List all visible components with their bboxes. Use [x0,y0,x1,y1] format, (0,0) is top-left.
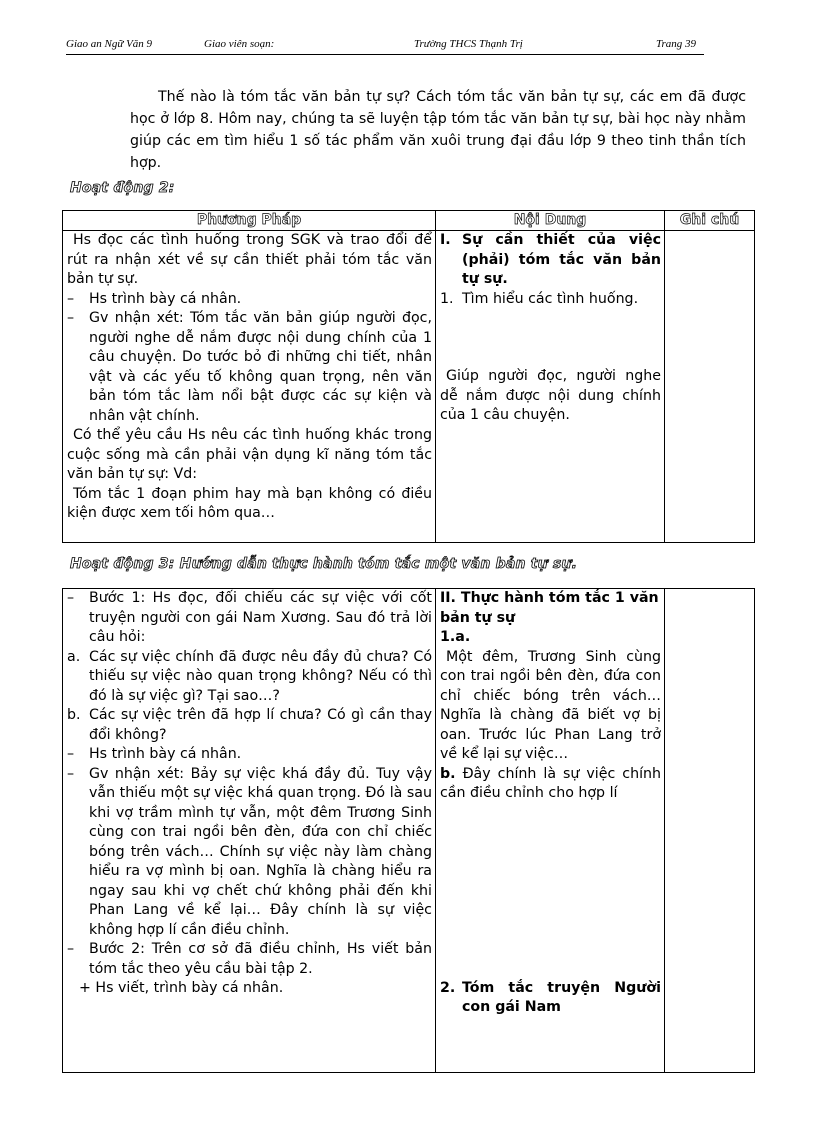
list-item: – Gv nhận xét: Tóm tắc văn bản giúp người đọc, người nghe dễ nắm được nội dung chính của 1 câu chuyện. Do tước bỏ đi những chi tiết, nhân vật và các yếu tố không quan trọng, nên văn bản tóm tắc làm nổi bật được các sự kiện và nhân vật chính. [67,310,432,424]
header-subject: Giao an Ngữ Văn 9 [66,38,153,50]
list-item: – Hs trình bày cá nhân. [67,746,242,762]
header-school: Trường THCS Thạnh Trị [414,38,523,50]
header-page: Trang 39 [656,38,697,50]
list-item: b. Các sự việc trên đã hợp lí chưa? Có gì cần thay đổi không? [67,707,432,743]
method-plus-item: + Hs viết, trình bày cá nhân. [79,980,284,996]
item-label-b: b. [440,765,456,782]
activity2-method-cell [63,231,436,543]
activity2-table [62,210,755,543]
page-header [66,38,704,54]
activity2-content-cell [436,231,665,543]
method-paragraph: Có thể yêu cầu Hs nêu các tình huống khác trong cuộc sống mà cần phải vận dụng kĩ năng tóm tắc văn bản tự sự: Vd: [67,427,432,482]
content-1a: Một đêm, Trương Sinh cùng con trai ngồi bên đèn, đứa con chỉ chiếc bóng trên vách… Nghĩa là chàng đã biết vợ bị oan. Trước lúc Phan Lang trở về kể lại sự việc… [440,648,661,762]
list-item: 2. Tóm tắc truyện Người con gái Nam [440,979,661,1015]
header-teacher: Giao viên soạn: [204,38,275,50]
activity3-heading: Hoạt động 3: Hướng dẫn thực hành tóm tắc một văn bản tự sự. [70,556,578,572]
header-rule [66,54,704,55]
activity3-content-cell [436,589,665,1073]
item-label-1a: 1.a. [440,629,471,645]
list-item: – Gv nhận xét: Bảy sự việc khá đầy đủ. Tuy vậy vẫn thiếu một sự việc khá quan trọng. Đó là sau khi vợ trầm mình tự vẫn, một đêm Trương Sinh cùng con trai ngồi bên đèn, đứa con chỉ chiếc bóng trên vách… Chính sự việc này làm chàng hiểu ra vợ mình bị oan. Nghĩa là chàng hiểu ra ngay sau khi vợ chết chứ không phải đến khi Phan Lang về kể lại… Đây chính là sự việc không hợp lí cần điều chỉnh. [67,765,432,938]
section-heading-1: I. Sự cần thiết của việc (phải) tóm tắc văn bản tự sự. [440,232,661,287]
content-b: Đây chính là sự việc chính cần điều chỉnh cho hợp lí [440,765,661,801]
column-notes: Ghi chú [665,211,755,231]
activity2-heading: Hoạt động 2: [70,180,175,196]
column-content: Nội Dung [436,211,665,231]
intro-paragraph: Thế nào là tóm tắc văn bản tự sự? Cách tóm tắc văn bản tự sự, các em đã được học ở lớp 8. Hôm nay, chúng ta sẽ luyện tập tóm tắc văn bản tự sự, bài học này nhằm giúp các em tìm hiểu 1 số tác phẩm văn xuôi trung đại đầu lớp 9 theo tinh thần tích hợp. [130,89,746,171]
list-item: – Bước 1: Hs đọc, đối chiếu các sự việc với cốt truyện người con gái Nam Xương. Sau đó trả lời câu hỏi: [67,590,432,645]
method-paragraph: Hs đọc các tình huống trong SGK và trao đổi để rút ra nhận xét về sự cần thiết phải tóm tắc văn bản tự sự. [67,232,432,287]
section-heading-2: II. Thực hành tóm tắc 1 văn bản tự sự [440,590,659,626]
list-item: a. Các sự việc chính đã được nêu đầy đủ chưa? Có thiếu sự việc nào quan trọng không? Nếu có thì đó là sự việc gì? Tại sao…? [67,648,432,704]
activity3-notes-cell [665,589,755,1073]
list-item: 1. Tìm hiểu các tình huống. [440,290,639,307]
column-method: Phương Pháp [63,211,436,231]
method-paragraph: Tóm tắc 1 đoạn phim hay mà bạn không có điều kiện được xem tối hôm qua… [67,485,432,521]
content-answer: Giúp người đọc, người nghe dễ nắm được nội dung chính của 1 câu chuyện. [440,368,661,423]
list-item: – Hs trình bày cá nhân. [67,290,242,307]
list-item: – Bước 2: Trên cơ sở đã điều chỉnh, Hs viết bản tóm tắc theo yêu cầu bài tập 2. [67,941,432,977]
activity3-method-cell [63,589,436,1073]
activity3-table [62,588,755,1073]
activity2-notes-cell [665,231,755,543]
